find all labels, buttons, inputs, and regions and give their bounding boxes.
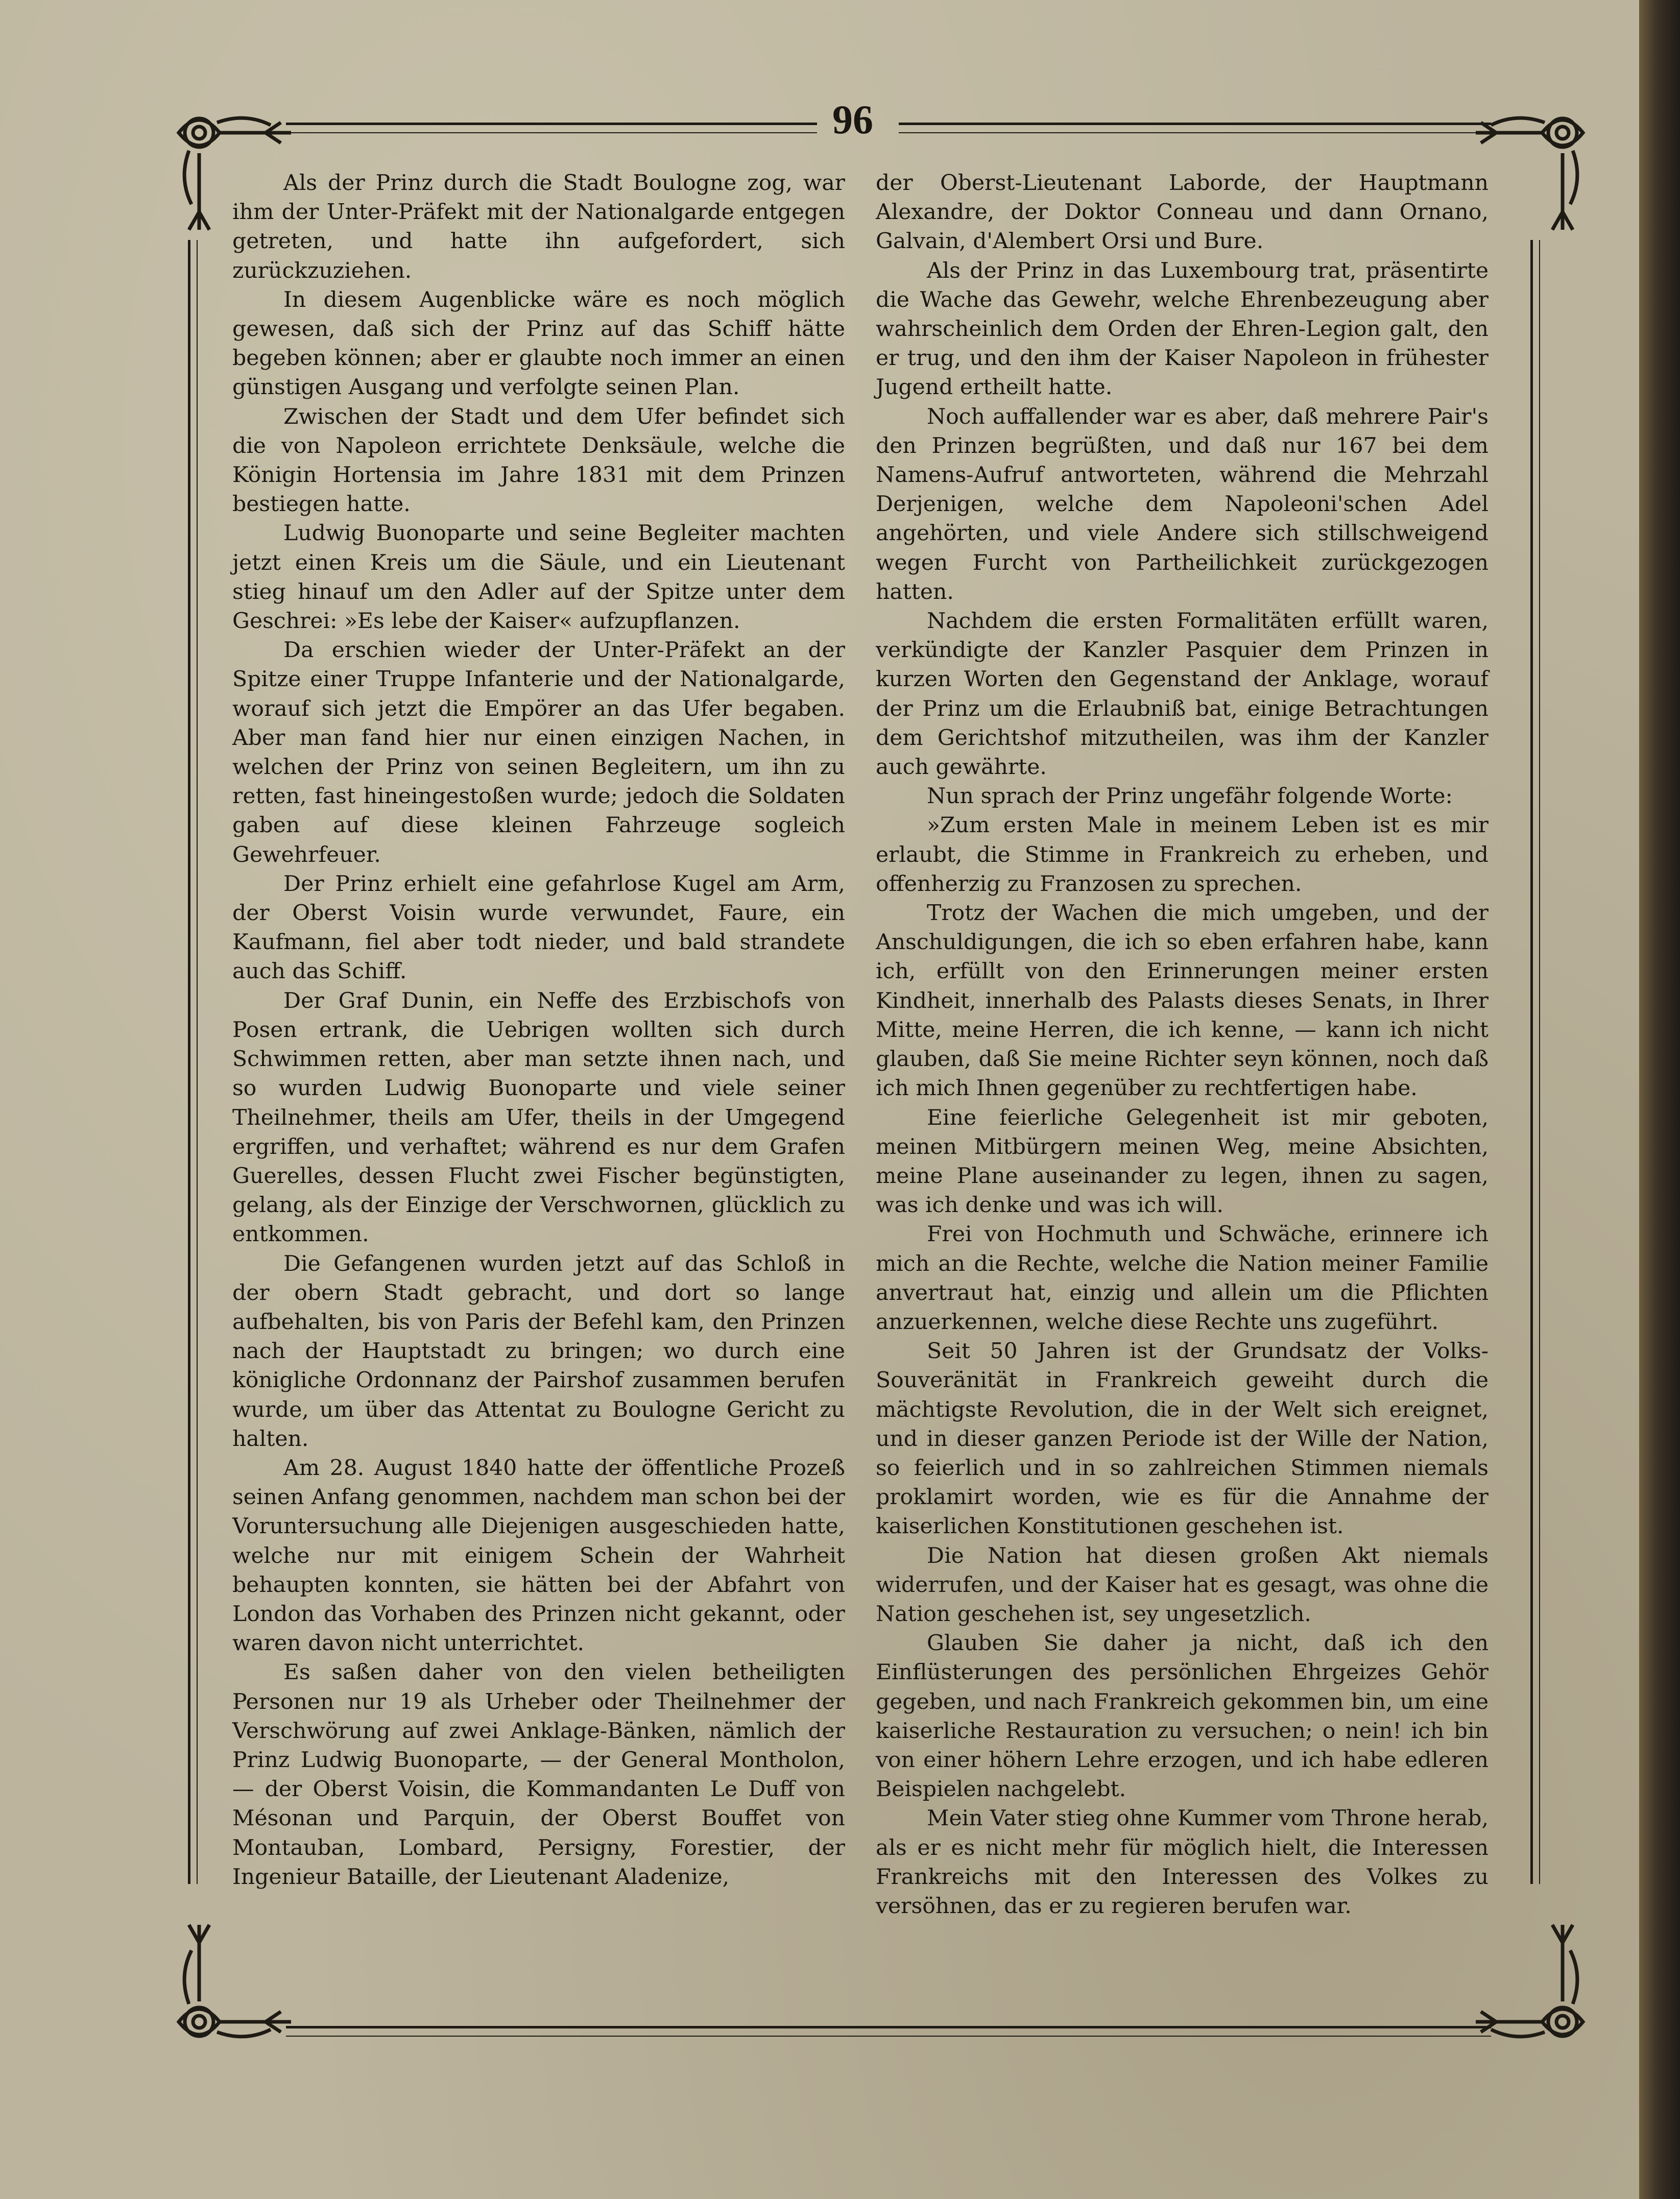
left-paragraph-6: Der Prinz erhielt eine gefahrlose Kugel am Arm, der Oberst Voisin wurde verwundet, Faure, ein Kaufmann, fiel aber todt nieder, und bald strandete auch das Schiff. — [232, 871, 845, 984]
left-paragraph-7: Der Graf Dunin, ein Neffe des Erzbischofs von Posen ertrank, die Uebrigen wollten sich durch Schwimmen retten, aber man setzte ihnen nach, und so wurden Ludwig Buonoparte und viele seiner Theilnehmer, theils am Ufer, theils in der Umgegend ergriffen, und verhaftet; während es nur dem Grafen Guerelles, dessen Flucht zwei Fischer begünstigten, gelang, als der Einzige der Verschwornen, glücklich zu entkommen. — [232, 988, 845, 1247]
right-paragraph-5: Nun sprach der Prinz ungefähr folgende Worte: — [927, 784, 1453, 809]
right-paragraph-2: Als der Prinz in das Luxembourg trat, präsentirte die Wache das Gewehr, welche Ehrenbezeugung aber wahrscheinlich dem Orden der Ehren-Legion galt, den er trug, und den ihm der Kaiser Napoleon in frühester Jugend ertheilt hatte. — [876, 258, 1489, 400]
left-text-column — [232, 168, 845, 1892]
right-paragraph-13: Mein Vater stieg ohne Kummer vom Throne herab, als er es nicht mehr für möglich hielt, die Interessen Frankreichs mit den Interessen des Volkes zu versöhnen, das er zu regieren berufen war. — [876, 1806, 1489, 1919]
right-paragraph-8: Eine feierliche Gelegenheit ist mir geboten, meinen Mitbürgern meinen Weg, meine Absichten, meine Plane auseinander zu legen, ihnen zu sagen, was ich denke und was ich will. — [876, 1105, 1489, 1218]
left-paragraph-4: Ludwig Buonoparte und seine Begleiter machten jetzt einen Kreis um die Säule, und ein Lieutenant stieg hinauf um den Adler auf der Spitze unter dem Geschrei: »Es lebe der Kaiser« aufzupflanzen. — [232, 521, 845, 634]
right-paragraph-6: »Zum ersten Male in meinem Leben ist es mir erlaubt, die Stimme in Frankreich zu erheben, und offenherzig zu Franzosen zu sprechen. — [876, 813, 1489, 897]
left-paragraph-1: Als der Prinz durch die Stadt Boulogne zog, war ihm der Unter-Präfekt mit der Nationalgarde entgegen getreten, und hatte ihn aufgefordert, sich zurückzuziehen. — [232, 171, 845, 283]
right-paragraph-11: Die Nation hat diesen großen Akt niemals widerrufen, und der Kaiser hat es gesagt, was ohne die Nation geschehen ist, sey ungesetzlich. — [876, 1543, 1489, 1627]
top-rule-right — [899, 123, 1491, 133]
ornament-bottom-left — [169, 1920, 296, 2052]
left-paragraph-2: In diesem Augenblicke wäre es noch möglich gewesen, daß sich der Prinz auf das Schiff hätte begeben können; aber er glaubte noch immer an einen günstigen Ausgang und verfolgte seinen Plan. — [232, 287, 845, 400]
right-text-column — [876, 168, 1489, 1921]
left-paragraph-9: Am 28. August 1840 hatte der öffentliche Prozeß seinen Anfang genommen, nachdem man schon bei der Voruntersuchung alle Diejenigen ausgeschieden hatte, welche nur mit einigem Schein der Wahrheit behaupten konnten, sie hätten bei der Abfahrt von London das Vorhaben des Prinzen nicht gekannt, oder waren davon nicht unterrichtet. — [232, 1455, 845, 1656]
left-paragraph-5: Da erschien wieder der Unter-Präfekt an der Spitze einer Truppe Infanterie und der Nationalgarde, worauf sich jetzt die Empörer an das Ufer begaben. Aber man fand hier nur einen einzigen Nachen, in welchen der Prinz von seinen Begleitern, um ihn zu retten, fast hineingestoßen wurde; jedoch die Soldaten gaben auf diese kleinen Fahrzeuge sogleich Gewehrfeuer. — [232, 638, 845, 867]
right-paragraph-9: Frei von Hochmuth und Schwäche, erinnere ich mich an die Rechte, welche die Nation meiner Familie anvertraut hat, einzig und allein um die Pflichten anzuerkennen, welche diese Rechte uns zugeführt. — [876, 1222, 1489, 1335]
ornament-bottom-right — [1476, 1920, 1603, 2052]
ornament-top-right — [1476, 102, 1603, 235]
right-paragraph-1: der Oberst-Lieutenant Laborde, der Hauptmann Alexandre, der Doktor Conneau und dann Ornano, Galvain, d'Alembert Orsi und Bure. — [876, 171, 1489, 254]
left-vertical-rule — [188, 240, 198, 1884]
right-paragraph-10: Seit 50 Jahren ist der Grundsatz der Volks-Souveränität in Frankreich geweiht durch die mächtigste Revolution, die in der Welt sich ereignet, und in dieser ganzen Periode ist der Wille der Nation, so feierlich und in so zahlreichen Stimmen niemals proklamirt worden, wie es für die Annahme der kaiserlichen Konstitutionen geschehen ist. — [876, 1339, 1489, 1539]
right-vertical-rule — [1530, 240, 1540, 1884]
page-number: 96 — [832, 98, 873, 142]
book-spine-edge — [1639, 0, 1680, 2199]
right-paragraph-7: Trotz der Wachen die mich umgeben, und der Anschuldigungen, die ich so eben erfahren habe, kann ich, erfüllt von den Erinnerungen meiner ersten Kindheit, innerhalb des Palasts dieses Senats, in Ihrer Mitte, meine Herren, die ich kenne, — kann ich nicht glauben, daß Sie meine Richter seyn können, noch daß ich mich Ihnen gegenüber zu rechtfertigen habe. — [876, 901, 1489, 1101]
left-paragraph-3: Zwischen der Stadt und dem Ufer befindet sich die von Napoleon errichtete Denksäule, welche die Königin Hortensia im Jahre 1831 mit dem Prinzen bestiegen hatte. — [232, 404, 845, 517]
right-paragraph-4: Nachdem die ersten Formalitäten erfüllt waren, verkündigte der Kanzler Pasquier dem Prinzen in kurzen Worten den Gegenstand der Anklage, worauf der Prinz um die Erlaubniß bat, einige Betrachtungen dem Gerichtshof mitzutheilen, was ihm der Kanzler auch gewährte. — [876, 609, 1489, 780]
top-rule-left — [286, 123, 817, 133]
left-paragraph-8: Die Gefangenen wurden jetzt auf das Schloß in der obern Stadt gebracht, und dort so lange aufbehalten, bis von Paris der Befehl kam, den Prinzen nach der Hauptstadt zu bringen; wo durch eine königliche Ordonnanz der Pairshof zusammen berufen wurde, um über das Attentat zu Boulogne Gericht zu halten. — [232, 1251, 845, 1452]
right-paragraph-3: Noch auffallender war es aber, daß mehrere Pair's den Prinzen begrüßten, und daß nur 167 bei dem Namens-Aufruf antworteten, während die Mehrzahl Derjenigen, welche dem Napoleoni'schen Adel angehörten, und viele Andere sich stillschweigend wegen Furcht von Partheilichkeit zurückgezogen hatten. — [876, 404, 1489, 605]
right-paragraph-12: Glauben Sie daher ja nicht, daß ich den Einflüsterungen des persönlichen Ehrgeizes Gehör gegeben, und nach Frankreich gekommen bin, um eine kaiserliche Restauration zu versuchen; o nein! ich bin von einer höhern Lehre erzogen, und ich habe edleren Beispielen nachgelebt. — [876, 1631, 1489, 1802]
left-paragraph-10: Es saßen daher von den vielen betheiligten Personen nur 19 als Urheber oder Theilnehmer der Verschwörung auf zwei Anklage-Bänken, nämlich der Prinz Ludwig Buonoparte, — der General Montholon, — der Oberst Voisin, die Kommandanten Le Duff von Mésonan und Parquin, der Oberst Bouffet von Montauban, Lombard, Persigny, Forestier, der Ingenieur Bataille, der Lieutenant Aladenize, — [232, 1660, 845, 1890]
bottom-rule — [286, 2026, 1491, 2037]
